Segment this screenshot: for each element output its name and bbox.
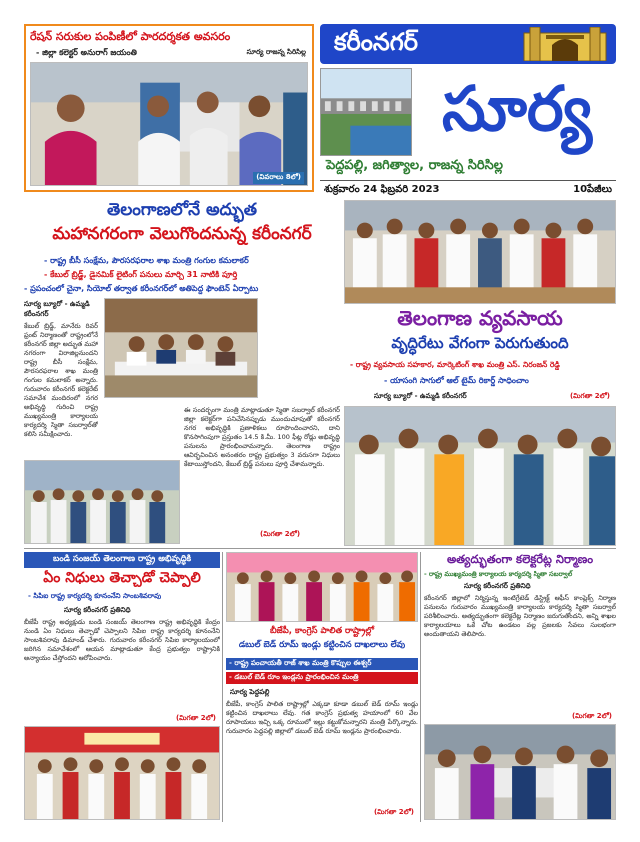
ration-subline: - జిల్లా కలెక్టర్ అనురాగ్ జయంతి xyxy=(36,48,137,57)
lead-story xyxy=(24,200,340,546)
ration-story xyxy=(24,24,314,192)
dam-photo xyxy=(320,68,412,156)
collectorate-subline: - రాష్ట్ర ముఖ్యమంత్రి కార్యాలయ కార్యదర్శి స్మితా సబర్వాల్ xyxy=(424,570,573,578)
agri-byline: సూర్య బ్యూరో - ఉమ్మడి కరీంనగర్ xyxy=(374,392,467,400)
lead-bullet-1: - రాష్ట్ర బీసీ సంక్షేమ, పౌరసరఫరాల శాఖ మంత్రి గంగుల కమలాకర్ xyxy=(44,256,249,265)
agri-headline-1: తెలంగాణ వ్యవసాయ xyxy=(397,306,563,330)
page-count: 10పేజీలు xyxy=(573,184,612,195)
agri-bottom-photo xyxy=(344,406,616,546)
double-bedroom-story xyxy=(226,552,418,822)
double-headline-1: బీజేపీ, కాంగ్రెస్ పాలిత రాష్ట్రాల్లో xyxy=(270,626,374,636)
bandi-headline: ఏం నిధులు తెచ్చాడో చెప్పాలి xyxy=(43,570,201,586)
lead-group-photo xyxy=(24,460,180,544)
bandi-more: (మిగతా 2లో) xyxy=(175,714,216,722)
lead-body-right: ఈ సందర్భంగా మంత్రి మాట్లాడుతూ స్మితా సబర్వాల్ కరీంనగర్ జిల్లా కలెక్టర్‌గా పనిచేసినప్పుడు ముందుచూపుతో కరీంనగర్ నగర అభివృద్ధికి ప్రణాళికలు రూపొందించారని, దాని కొనసాగింపుగా ప్రస్తుతం 14.5 కి.మీ. 100 ఫీట్ల రోడ్లు అభివృద్ధి పనులను ప్రారంభించామన్నారు. తెలంగాణ రాష్ట్రం ఆవిర్భవించిన అనంతరం రాష్ట్ర ప్రభుత్వం 3 వరుసగా నిధులు కేటాయిస్తోందని, కేబుల్ బ్రిడ్జ్ పనులు పూర్తి చేశామన్నారు. xyxy=(184,406,340,468)
collectorate-story xyxy=(424,552,616,822)
lead-bullet-3: - ప్రపంచంలో చైనా, సియోల్ తర్వాత కరీంనగర్‌లో అతిపెద్ద ఫౌంటెన్ ఏర్పాటు xyxy=(24,284,259,293)
masthead-title: సూర్య xyxy=(441,72,593,145)
double-more: (మిగతా 2లో) xyxy=(373,808,414,816)
bandi-byline: సూర్య కరీంనగర్ ప్రతినిధి xyxy=(64,606,131,614)
collectorate-byline: సూర్య కరీంనగర్ ప్రతినిధి xyxy=(464,582,531,590)
bandi-photo xyxy=(24,726,220,820)
lead-kicker: తెలంగాణలోనే అద్భుత xyxy=(107,200,257,220)
lead-byline: సూర్య బ్యూరో - ఉమ్మడి కరీంనగర్ xyxy=(24,300,90,318)
agri-headline-2: వృద్ధిరేటు వేగంగా పెరుగుతుంది xyxy=(391,334,569,352)
masthead-districts: పెద్దపల్లి, జగిత్యాల, రాజన్న సిరిసిల్ల xyxy=(326,158,503,173)
ration-reporter: సూర్య రాజన్న సిరిసిల్ల xyxy=(246,48,306,56)
ration-headline: రేషన్ సరుకుల పంపిణీలో పారదర్శకత అవసరం xyxy=(30,30,231,43)
double-byline: సూర్య పెద్దపల్లి xyxy=(230,688,270,696)
bandi-subline: - సిపిఐ రాష్ట్ర కార్యదర్శి కూనంనేని సాంబశివరావు xyxy=(28,592,162,600)
bandi-kicker: బండి సంజయ్ తెలంగాణ రాష్ట్ర అభివృద్ధికి xyxy=(24,552,220,568)
agri-bullet-2: - యాసంగి సాగులో ఆల్ టైమ్ రికార్డ్ సాధించాం xyxy=(384,376,529,385)
lead-bullet-2: - కేబుల్ బ్రిడ్జ్, డైనమిక్ లైటింగ్ పనులు మార్చి 31 నాటికి పూర్తి xyxy=(44,270,238,279)
double-headline-2: డబుల్ బెడ్ రూమ్ ఇండ్లు కట్టించిన దాఖలాలు లేవు xyxy=(238,640,406,650)
masthead xyxy=(320,24,616,200)
agri-story xyxy=(344,200,616,546)
issue-date: శుక్రవారం 24 ఫిబ్రవరి 2023 xyxy=(324,184,440,195)
lead-headline: మహానగరంగా వెలుగొందనున్న కరీంనగర్ xyxy=(52,224,312,244)
double-bullet-2: - డబుల్ బెడ్ రూం ఇండ్లను ప్రారంభించిన మంత్రి xyxy=(226,672,418,684)
lead-meeting-photo xyxy=(104,298,258,398)
bandi-story xyxy=(24,552,220,822)
lead-body-left: కేబుల్ బ్రిడ్జ్, మానేరు రివర్ ఫ్రంట్ నిర్మాణంతో రాష్ట్రంలోనే కరీంనగర్ జిల్లా అద్భుత మహా నగరంగా విరాజిల్లనుందని రాష్ట్ర బీసీ సంక్షేమ, పౌరసరఫరాల శాఖ మంత్రి గంగుల కమలాకర్ అన్నారు. గురువారం కరీంనగర్ కలెక్టరేట్ సమావేశ మందిరంలో నగర అభివృద్ధి గురించి రాష్ట్ర ముఖ్యమంత్రి కార్యాలయ కార్యదర్శి స్మితా సబర్వాల్‌తో కలిసి సమీక్షించారు. xyxy=(24,322,98,438)
collectorate-headline: అత్యద్భుతంగా కలెక్టరేట్ల నిర్మాణం xyxy=(446,552,594,566)
ration-photo xyxy=(30,62,308,186)
agri-top-photo xyxy=(344,200,616,304)
double-body: బీజేపీ, కాంగ్రెస్ పాలిత రాష్ట్రాల్లో ఎక్కడా కూడా డబుల్ బెడ్ రూమ్ ఇండ్లు కట్టించిన దాఖలాలు లేవు. గత కాంగ్రెస్ ప్రభుత్వ హయాంలో 60 వేల రూపాయలు ఇచ్చి ఒక్క రూములో ఇల్లు కట్టుకోమన్నారని మంత్రి పేర్కొన్నారు. గురువారం పెద్దపల్లి జిల్లాలో డబుల్ బెడ్ రూమ్ ఇండ్లను ప్రారంభించారు. xyxy=(226,700,418,735)
collectorate-body: కరీంనగర్ జిల్లాలో నిర్మిస్తున్న ఇంటిగ్రేటెడ్ డిస్ట్రిక్ట్ ఆఫీస్ కాంప్లెక్స్ నిర్మాణ పనులను గురువారం ముఖ్యమంత్రి కార్యాలయ కార్యదర్శి స్మితా సబర్వాల్ పరిశీలించారు. అత్యద్భుతంగా కలెక్టరేట్ల నిర్మాణం జరుగుతోందని, అన్ని శాఖల కార్యాలయాలు ఒకే చోట ఉండటం వల్ల ప్రజలకు సేవలు సులభంగా అందుతాయని తెలిపారు. xyxy=(424,594,616,638)
masthead-city-banner xyxy=(320,24,616,64)
ration-caption: (వివరాలు 8లో) xyxy=(253,172,304,184)
bandi-body: బీజేపీ రాష్ట్ర అధ్యక్షుడు బండి సంజయ్ తెలంగాణ రాష్ట్ర అభివృద్ధికి కేంద్రం నుండి ఏం నిధులు తెచ్చాడో చెప్పాలని సిపిఐ రాష్ట్ర కార్యదర్శి కూనంనేని సాంబశివరావు డిమాండ్ చేశారు. గురువారం కరీంనగర్ సిపిఐ కార్యాలయంలో జరిగిన సమావేశంలో ఆయన మాట్లాడుతూ కేంద్ర ప్రభుత్వం రాష్ట్రానికి అన్యాయం చేస్తోందని ఆరోపించారు. xyxy=(24,618,220,662)
masthead-city: కరీంనగర్ xyxy=(334,28,418,56)
agri-bullet-1: - రాష్ట్ర వ్యవసాయ సహకార, మార్కెటింగ్ శాఖ మంత్రి ఎస్. నిరంజన్ రెడ్డి xyxy=(350,360,560,369)
gate-emblem xyxy=(520,27,610,61)
collectorate-more: (మిగతా 2లో) xyxy=(571,712,612,720)
collectorate-photo xyxy=(424,724,616,820)
double-bullet-1: - రాష్ట్ర పంచాయతీ రాజ్ శాఖ మంత్రి కొప్పుల ఈశ్వర్ xyxy=(226,658,418,670)
agri-more: (మిగతా 2లో) xyxy=(569,392,610,400)
double-bedroom-photo xyxy=(226,552,418,622)
lead-more: (మిగతా 2లో) xyxy=(260,530,301,538)
